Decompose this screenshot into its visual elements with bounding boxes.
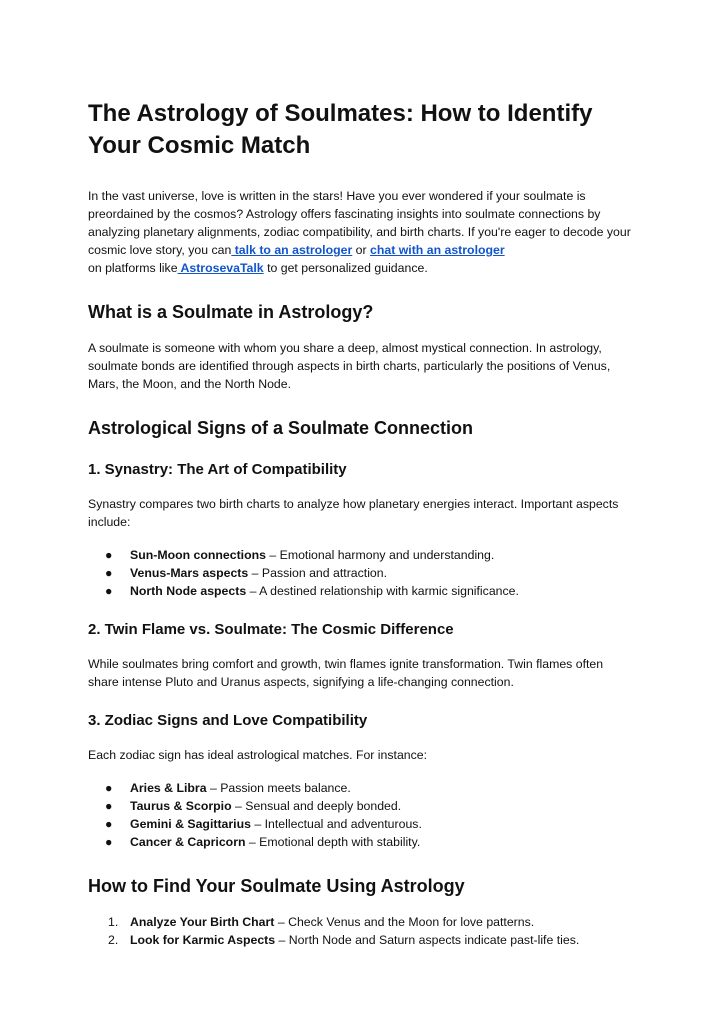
list-item-bold: Look for Karmic Aspects (130, 933, 276, 947)
intro-text-4: to get personalized guidance. (263, 261, 428, 275)
list-item-bold: Taurus & Scorpio (130, 799, 232, 813)
bullet-icon: ● (105, 799, 113, 813)
list-item-text: – A destined relationship with karmic significance. (246, 584, 519, 598)
list-item-text: – Sensual and deeply bonded. (231, 799, 402, 813)
find-soulmate-list (88, 913, 636, 949)
zodiac-body: Each zodiac sign has ideal astrological matches. For instance: (88, 748, 428, 762)
numbered-item (88, 931, 636, 949)
synastry-list (88, 546, 636, 600)
page-title: The Astrology of Soulmates: How to Identify Your Cosmic Match (88, 100, 593, 159)
section-heading-signs: Astrological Signs of a Soulmate Connection (88, 418, 474, 438)
section-body-soulmate: A soulmate is someone with whom you share a deep, almost mystical connection. In astrology, soulmate bonds are identified through aspects in birth charts, particularly the positions of Venus, Mars, the Moon, and the North Node. (88, 341, 611, 391)
section-heading-find-soulmate: How to Find Your Soulmate Using Astrology (88, 876, 465, 896)
twin-flame-body: While soulmates bring comfort and growth, twin flames ignite transformation. Twin flames often share intense Pluto and Uranus aspects, signifying a life-changing connection. (88, 657, 604, 689)
list-item-text: – Intellectual and adventurous. (250, 817, 422, 831)
intro-text-3: on platforms like (88, 261, 178, 275)
subheading-twin-flame: 2. Twin Flame vs. Soulmate: The Cosmic Difference (88, 621, 454, 638)
list-item-text: – Emotional harmony and understanding. (265, 548, 495, 562)
list-item (88, 582, 636, 600)
list-item-text: – Passion and attraction. (248, 566, 388, 580)
list-item (88, 833, 636, 851)
intro-paragraph (88, 187, 636, 277)
subheading-synastry: 1. Synastry: The Art of Compatibility (88, 461, 347, 478)
item-number: 1. (108, 915, 119, 929)
list-item-bold: Gemini & Sagittarius (130, 817, 251, 831)
astrosevatalk-link[interactable]: AstrosevaTalk (177, 261, 264, 275)
list-item (88, 564, 636, 582)
intro-text-1: In the vast universe, love is written in the stars! Have you ever wondered if your soulmate is preordained by the cosmos? Astrology offers fascinating insights into soulmate connections by analyzing planetary alignments, zodiac compatibility, and birth charts. If you're eager to decode your cosmic love story, you can (88, 189, 631, 257)
list-item-text: – Emotional depth with stability. (245, 835, 421, 849)
bullet-icon: ● (105, 835, 113, 849)
bullet-icon: ● (105, 584, 113, 598)
list-item (88, 797, 636, 815)
section-heading-soulmate: What is a Soulmate in Astrology? (88, 302, 374, 322)
bullet-icon: ● (105, 781, 113, 795)
bullet-icon: ● (105, 548, 113, 562)
list-item (88, 546, 636, 564)
bullet-icon: ● (105, 566, 113, 580)
subheading-zodiac: 3. Zodiac Signs and Love Compatibility (88, 712, 368, 729)
list-item-text: – Check Venus and the Moon for love patterns. (274, 915, 535, 929)
bullet-icon: ● (105, 817, 113, 831)
numbered-item (88, 913, 636, 931)
synastry-body: Synastry compares two birth charts to analyze how planetary energies interact. Important aspects include: (88, 497, 619, 529)
talk-to-astrologer-link[interactable]: talk to an astrologer (231, 243, 353, 257)
list-item-bold: North Node aspects (130, 584, 247, 598)
list-item-bold: Sun-Moon connections (130, 548, 266, 562)
zodiac-list (88, 779, 636, 851)
list-item-text: – North Node and Saturn aspects indicate past-life ties. (275, 933, 580, 947)
chat-with-astrologer-link[interactable]: chat with an astrologer (370, 243, 505, 257)
list-item-text: – Passion meets balance. (206, 781, 351, 795)
item-number: 2. (108, 933, 119, 947)
list-item-bold: Cancer & Capricorn (130, 835, 246, 849)
list-item (88, 779, 636, 797)
list-item-bold: Aries & Libra (130, 781, 207, 795)
list-item-bold: Venus-Mars aspects (130, 566, 249, 580)
document-content (88, 98, 636, 949)
list-item-bold: Analyze Your Birth Chart (130, 915, 275, 929)
list-item (88, 815, 636, 833)
intro-text-2: or (352, 243, 371, 257)
